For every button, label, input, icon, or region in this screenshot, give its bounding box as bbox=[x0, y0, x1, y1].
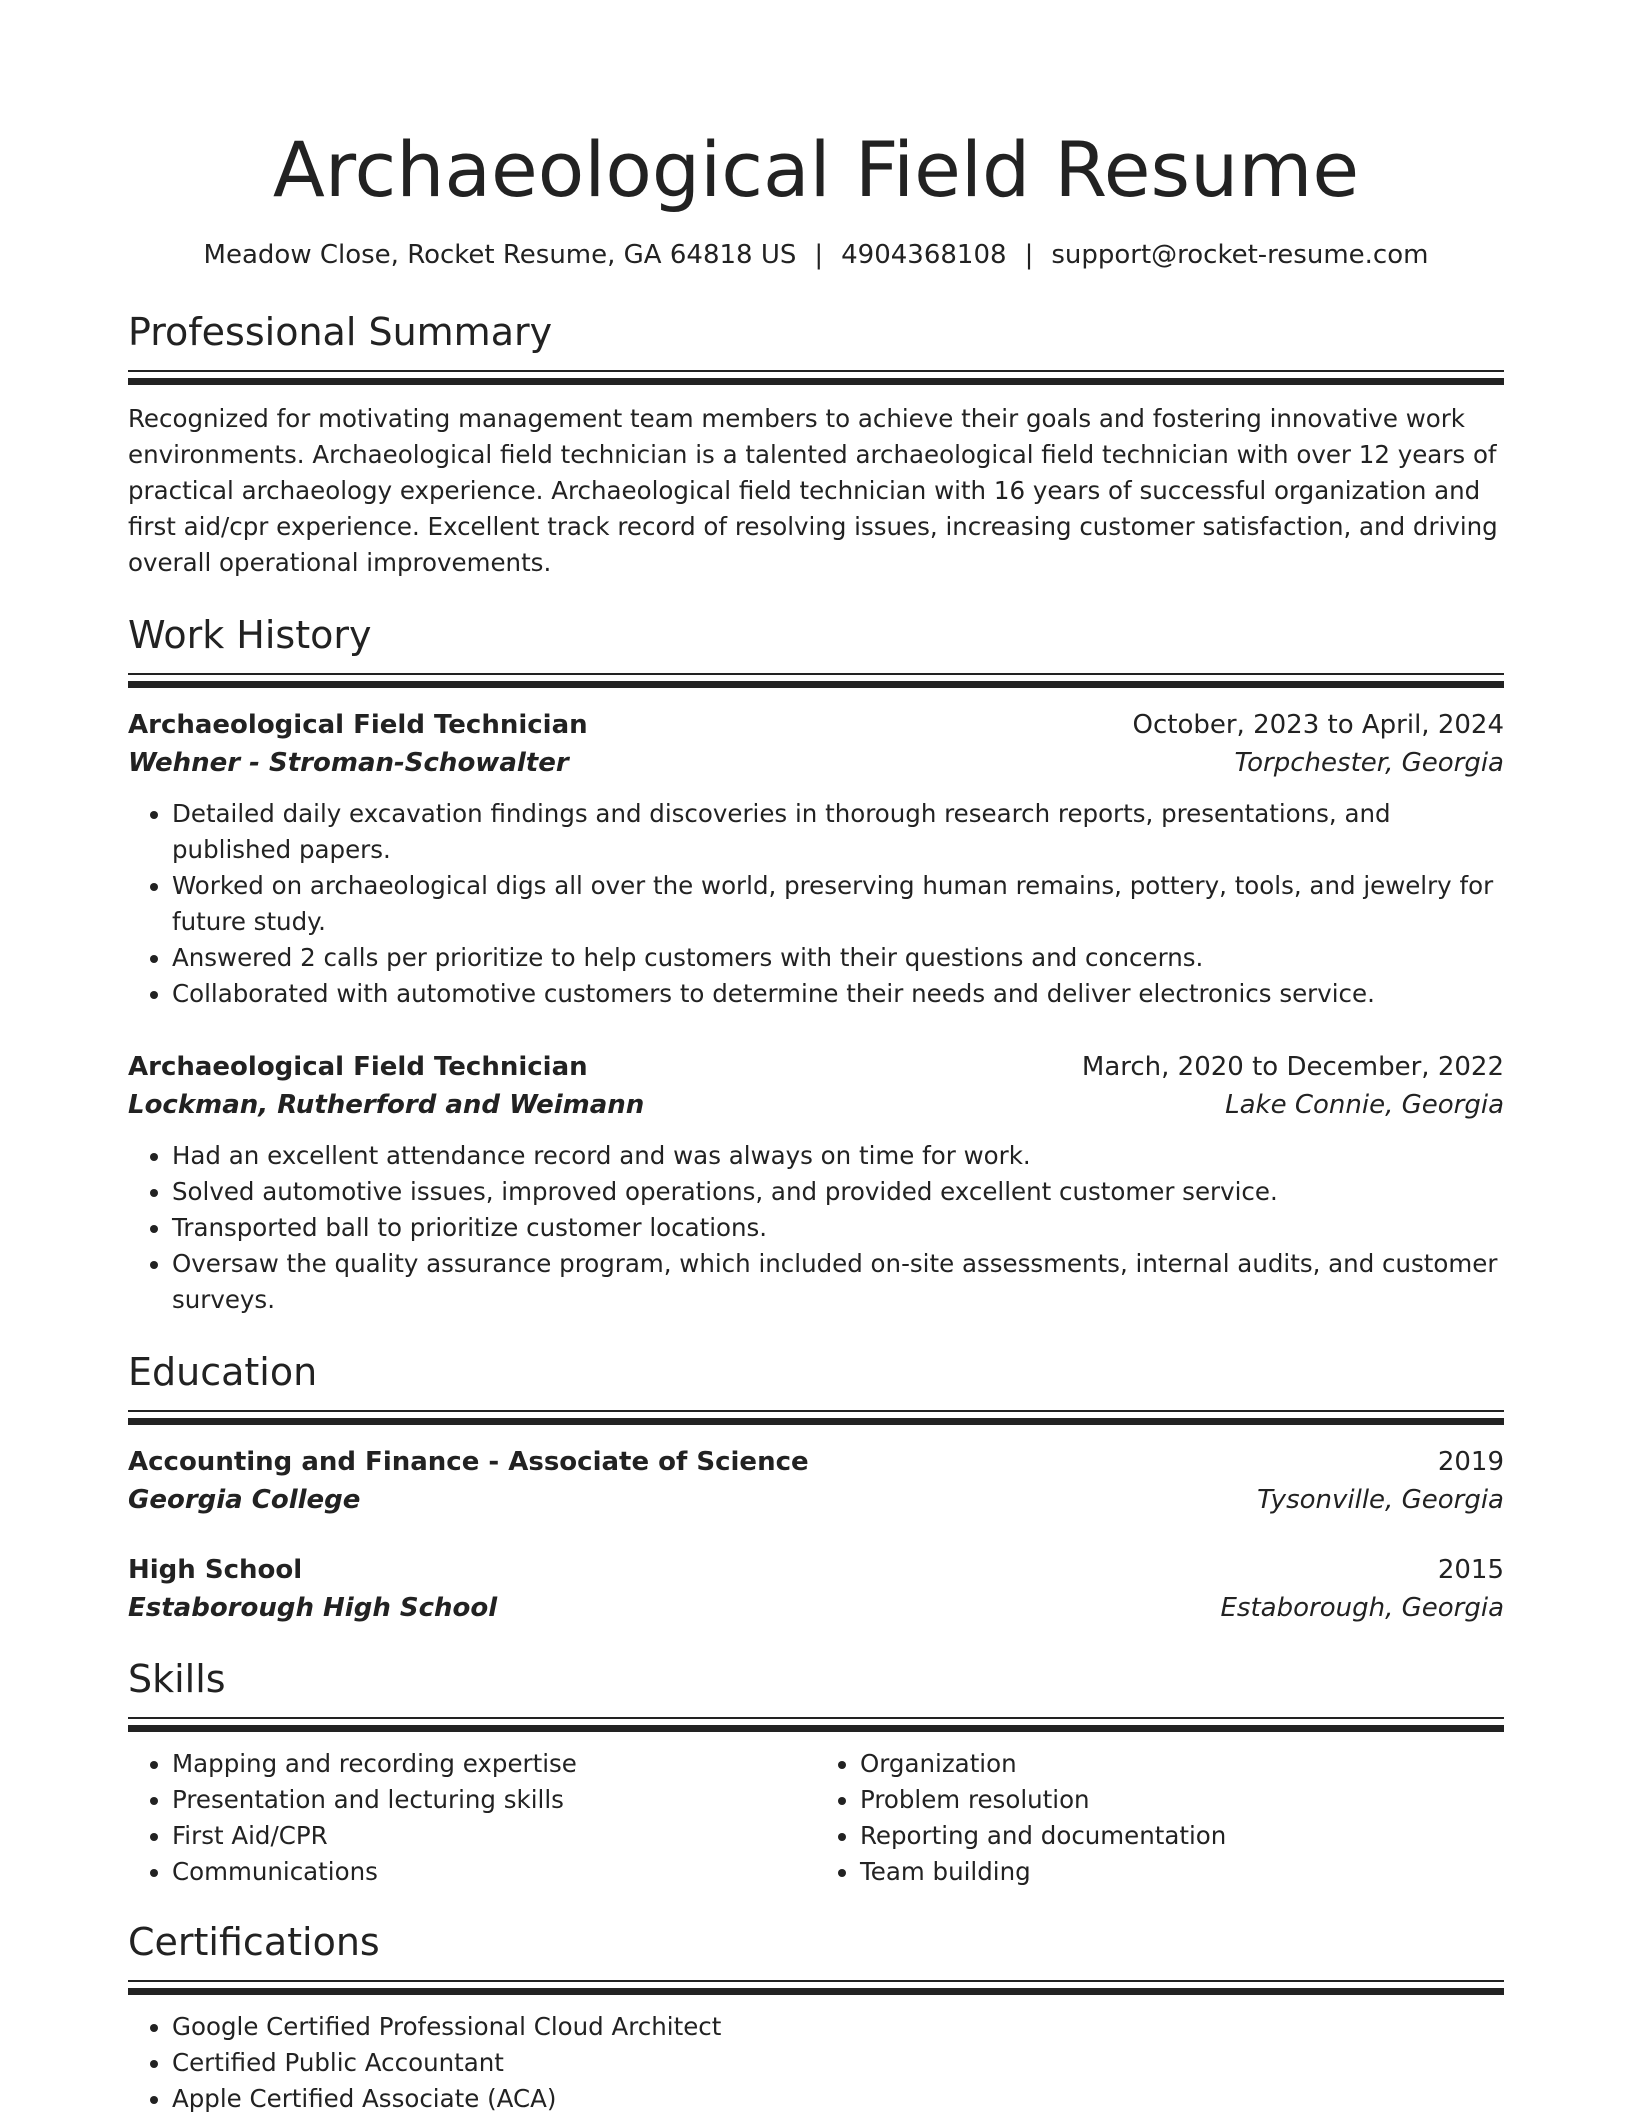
job-entry bbox=[128, 1048, 1504, 1318]
list-item: • First Aid/CPR bbox=[172, 1818, 816, 1854]
education-school: Estaborough High School bbox=[128, 1593, 498, 1623]
job-entry bbox=[128, 706, 1504, 1012]
education-section bbox=[128, 1348, 1504, 1627]
education-location: Estaborough, Georgia bbox=[1220, 1593, 1504, 1623]
section-title: Certifications bbox=[128, 1920, 380, 1964]
section-divider bbox=[128, 673, 1504, 688]
section-divider bbox=[128, 370, 1504, 385]
skills-list-left bbox=[128, 1746, 816, 1890]
job-location: Torpchester, Georgia bbox=[1234, 748, 1504, 778]
job-location: Lake Connie, Georgia bbox=[1225, 1090, 1504, 1120]
education-year: 2015 bbox=[1437, 1555, 1504, 1585]
section-divider bbox=[128, 1410, 1504, 1425]
section-title: Work History bbox=[128, 613, 372, 657]
section-title: Skills bbox=[128, 1657, 226, 1701]
job-bullets bbox=[128, 796, 1504, 1012]
job-dates: October, 2023 to April, 2024 bbox=[1132, 710, 1504, 740]
education-entry bbox=[128, 1551, 1504, 1627]
list-item: • Reporting and documentation bbox=[860, 1818, 1504, 1854]
education-year: 2019 bbox=[1437, 1447, 1504, 1477]
contact-phone: 4904368108 bbox=[841, 240, 1007, 270]
list-item: • Communications bbox=[172, 1854, 816, 1890]
list-item: • Had an excellent attendance record and was always on time for work. bbox=[172, 1138, 1504, 1174]
list-item: • Answered 2 calls per prioritize to help customers with their questions and concerns. bbox=[172, 940, 1504, 976]
education-degree: High School bbox=[128, 1555, 303, 1585]
job-company: Lockman, Rutherford and Weimann bbox=[128, 1090, 645, 1120]
list-item: • Problem resolution bbox=[860, 1782, 1504, 1818]
education-entry bbox=[128, 1443, 1504, 1519]
work-history-section bbox=[128, 611, 1504, 1318]
section-title: Professional Summary bbox=[128, 310, 553, 354]
list-item: • Apple Certified Associate (ACA) bbox=[172, 2081, 1504, 2117]
list-item: • Certified Public Accountant bbox=[172, 2045, 1504, 2081]
list-item: • Solved automotive issues, improved operations, and provided excellent customer service. bbox=[172, 1174, 1504, 1210]
contact-separator: | bbox=[1024, 240, 1034, 270]
contact-line bbox=[128, 238, 1504, 272]
job-company: Wehner - Stroman-Schowalter bbox=[128, 748, 569, 778]
list-item: • Collaborated with automotive customers to determine their needs and deliver electronics service. bbox=[172, 976, 1504, 1012]
section-title: Education bbox=[128, 1350, 318, 1394]
job-position: Archaeological Field Technician bbox=[128, 710, 588, 740]
contact-separator: | bbox=[814, 240, 824, 270]
summary-text: Recognized for motivating management team members to achieve their goals and fostering innovative work environments. Archaeological field technician is a talented archaeological field technician with over 12 years of practical archaeology experience. Archaeological field technician with 16 years of successful organization and first aid/cpr experience. Excellent track record of resolving issues, increasing customer satisfaction, and driving overall operational improvements. bbox=[128, 404, 1498, 577]
section-divider bbox=[128, 1717, 1504, 1732]
contact-address: Meadow Close, Rocket Resume, GA 64818 US bbox=[203, 240, 797, 270]
list-item: • Oversaw the quality assurance program, which included on-site assessments, internal audits, and customer surveys. bbox=[172, 1246, 1504, 1318]
list-item: • Detailed daily excavation findings and discoveries in thorough research reports, presentations, and published papers. bbox=[172, 796, 1504, 868]
education-school: Georgia College bbox=[128, 1485, 361, 1515]
list-item: • Google Certified Professional Cloud Architect bbox=[172, 2009, 1504, 2045]
list-item: • Worked on archaeological digs all over the world, preserving human remains, pottery, tools, and jewelry for future study. bbox=[172, 868, 1504, 940]
education-degree: Accounting and Finance - Associate of Science bbox=[128, 1447, 809, 1477]
summary-section bbox=[128, 308, 1504, 581]
section-divider bbox=[128, 1980, 1504, 1995]
education-location: Tysonville, Georgia bbox=[1257, 1485, 1504, 1515]
skills-section bbox=[128, 1655, 1504, 1890]
job-dates: March, 2020 to December, 2022 bbox=[1081, 1052, 1504, 1082]
skills-list-right bbox=[816, 1746, 1504, 1890]
list-item: • Mapping and recording expertise bbox=[172, 1746, 816, 1782]
skills-columns bbox=[128, 1746, 1504, 1890]
certifications-list bbox=[128, 2009, 1504, 2117]
list-item: • Team building bbox=[860, 1854, 1504, 1890]
contact-email: support@rocket-resume.com bbox=[1051, 240, 1429, 270]
list-item: • Organization bbox=[860, 1746, 1504, 1782]
job-position: Archaeological Field Technician bbox=[128, 1052, 588, 1082]
list-item: • Transported ball to prioritize customer locations. bbox=[172, 1210, 1504, 1246]
job-bullets bbox=[128, 1138, 1504, 1318]
certifications-section bbox=[128, 1918, 1504, 2117]
list-item: • Presentation and lecturing skills bbox=[172, 1782, 816, 1818]
resume-title: Archaeological Field Resume bbox=[272, 125, 1360, 214]
